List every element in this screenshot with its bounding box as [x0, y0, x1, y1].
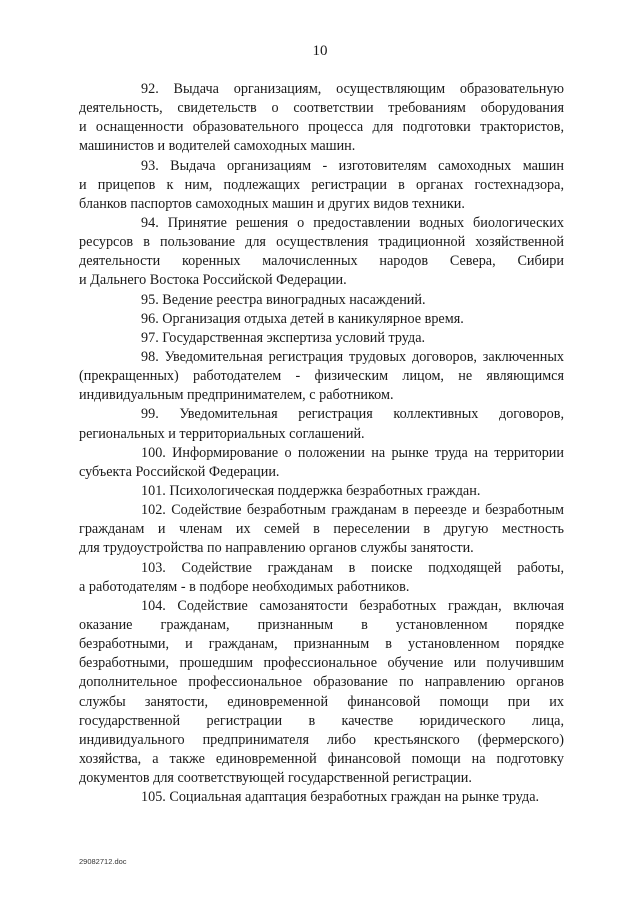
paragraph-line: (прекращенных) работодателем - физическим лицом, не являющимся [79, 368, 564, 385]
paragraph-line: для трудоустройства по направлению органов службы занятости. [79, 540, 474, 557]
paragraph-line: дополнительное профессиональное образование по направлению органов [79, 674, 564, 691]
paragraph-line: региональных и территориальных соглашений. [79, 425, 365, 442]
paragraph-first-line: 103. Содействие гражданам в поиске подходящей работы, [141, 559, 564, 576]
paragraph-line: субъекта Российской Федерации. [79, 463, 280, 480]
paragraph-item-98 [79, 348, 564, 405]
paragraph-line: хозяйства, а также единовременной финансовой помощи на подготовку [79, 750, 564, 767]
paragraph-line: ресурсов в пользование для осуществления традиционной хозяйственной [79, 234, 564, 251]
paragraph-line: и прицепов к ним, подлежащих регистрации в органах гостехнадзора, [79, 176, 564, 193]
paragraph-first-line: 99. Уведомительная регистрация коллективных договоров, [141, 406, 564, 423]
document-body [79, 80, 564, 807]
paragraph-line: оказание гражданам, признанным в установленном порядке [79, 616, 564, 633]
paragraph-line: службы занятости, единовременной финансовой помощи при их [79, 693, 564, 710]
paragraph-item-102 [79, 501, 564, 558]
page-number: 10 [312, 43, 328, 59]
paragraph-line: государственной регистрации в качестве юридического лица, [79, 712, 564, 729]
paragraph-item-95 [79, 291, 564, 310]
paragraph-first-line: 105. Социальная адаптация безработных граждан на рынке труда. [141, 789, 540, 806]
paragraph-item-97 [79, 329, 564, 348]
paragraph-line: безработными, прошедшим профессиональное обучение или получившим [79, 655, 564, 672]
paragraph-item-105 [79, 788, 564, 807]
paragraph-line: деятельности коренных малочисленных народов Севера, Сибири [79, 253, 564, 270]
paragraph-first-line: 98. Уведомительная регистрация трудовых договоров, заключенных [141, 348, 564, 365]
paragraph-first-line: 94. Принятие решения о предоставлении водных биологических [141, 214, 564, 231]
paragraph-line: машинистов и водителей самоходных машин. [79, 138, 356, 155]
paragraph-line: деятельность, свидетельств о соответствии требованиям оборудования [79, 100, 564, 117]
paragraph-item-100 [79, 444, 564, 482]
paragraph-item-99 [79, 405, 564, 443]
paragraph-item-92 [79, 80, 564, 157]
paragraph-line: документов для соответствующей государственной регистрации. [79, 770, 472, 787]
paragraph-item-101 [79, 482, 564, 501]
document-footer-filename: 29082712.doc [79, 857, 127, 866]
paragraph-line: и оснащенности образовательного процесса для подготовки трактористов, [79, 119, 564, 136]
paragraph-first-line: 104. Содействие самозанятости безработных граждан, включая [141, 597, 564, 614]
paragraph-first-line: 100. Информирование о положении на рынке труда на территории [141, 444, 564, 461]
paragraph-first-line: 93. Выдача организациям - изготовителям самоходных машин [141, 157, 564, 174]
paragraph-line: безработными, и гражданам, признанным в установленном порядке [79, 636, 564, 653]
paragraph-item-96 [79, 310, 564, 329]
paragraph-line: и Дальнего Востока Российской Федерации. [79, 272, 347, 289]
paragraph-item-94 [79, 214, 564, 291]
paragraph-item-104 [79, 597, 564, 788]
paragraph-item-93 [79, 157, 564, 214]
paragraph-first-line: 96. Организация отдыха детей в каникулярное время. [141, 310, 464, 327]
paragraph-first-line: 95. Ведение реестра виноградных насаждений. [141, 291, 426, 308]
paragraph-line: индивидуального предпринимателя либо крестьянского (фермерского) [79, 731, 564, 748]
paragraph-first-line: 101. Психологическая поддержка безработных граждан. [141, 482, 481, 499]
paragraph-line: гражданам и членам их семей в переселении в другую местность [79, 521, 564, 538]
paragraph-line: индивидуальным предпринимателем, с работником. [79, 387, 394, 404]
paragraph-first-line: 102. Содействие безработным гражданам в переезде и безработным [141, 502, 564, 519]
paragraph-line: а работодателям - в подборе необходимых работников. [79, 578, 410, 595]
paragraph-line: бланков паспортов самоходных машин и других видов техники. [79, 195, 465, 212]
paragraph-first-line: 97. Государственная экспертиза условий труда. [141, 329, 426, 346]
paragraph-first-line: 92. Выдача организациям, осуществляющим образовательную [141, 81, 564, 97]
paragraph-item-103 [79, 559, 564, 597]
